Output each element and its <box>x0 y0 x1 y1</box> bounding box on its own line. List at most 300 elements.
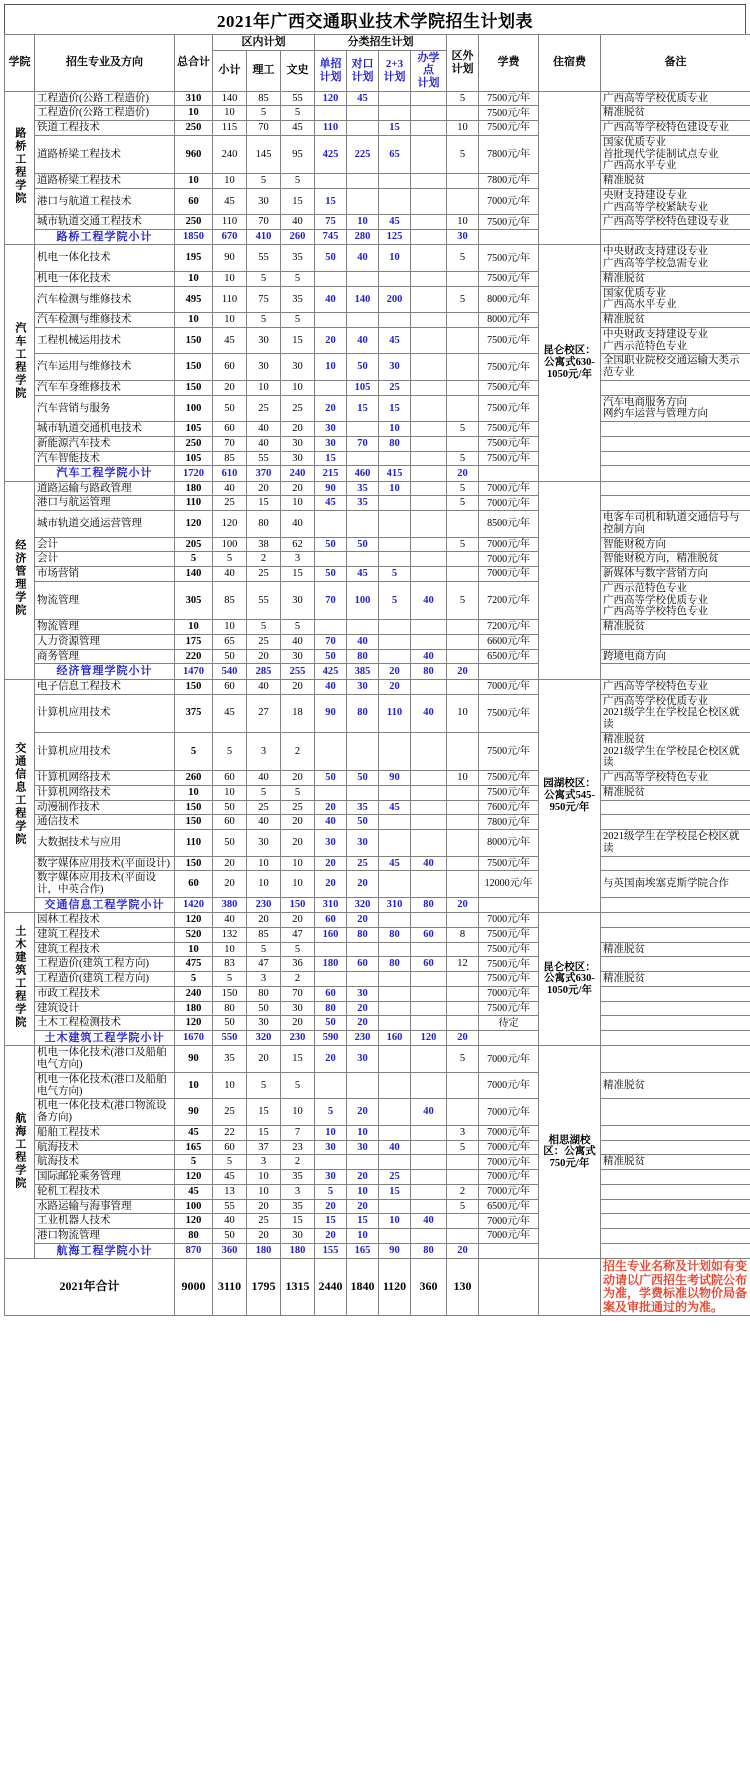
text-line: 45 <box>357 92 368 104</box>
outside-plan <box>447 785 479 800</box>
major-name <box>35 942 175 957</box>
th-arts: 文史 <box>281 50 315 91</box>
tuition-fee <box>479 634 539 649</box>
text-line: 5 <box>260 272 267 284</box>
text-line: 25 <box>258 1215 269 1227</box>
major-name <box>35 188 175 215</box>
outside-plan <box>447 91 479 106</box>
region-subtotal <box>213 496 247 511</box>
counterpart-plan <box>347 1214 379 1229</box>
text-line: 10 <box>188 621 199 633</box>
text-line: 520 <box>185 928 202 940</box>
total-count <box>175 380 213 395</box>
school-point-plan <box>411 1140 447 1155</box>
text-line: 260 <box>289 231 306 243</box>
single-plan <box>315 986 347 1001</box>
arts-count <box>281 1229 315 1244</box>
remark-text <box>601 913 750 928</box>
arts-count <box>281 436 315 451</box>
text-line: 30 <box>325 423 336 435</box>
tuition-fee <box>479 815 539 830</box>
table-row <box>5 634 750 649</box>
outside-plan <box>447 313 479 328</box>
text-line: 20 <box>457 665 468 677</box>
text-line: 航海技术 <box>37 1156 79 1168</box>
counterpart-plan <box>347 800 379 815</box>
text-line: 45 <box>224 707 235 719</box>
text-line: 40 <box>357 635 368 647</box>
major-name <box>35 135 175 173</box>
text-line: 45 <box>389 216 400 228</box>
counterpart-plan <box>347 634 379 649</box>
text-line: 10 <box>292 857 303 869</box>
table-row <box>5 537 750 552</box>
text-line: 会计 <box>37 538 58 550</box>
text-line: 10 <box>188 786 199 798</box>
subtotal-remark <box>601 230 750 245</box>
total-count <box>175 135 213 173</box>
outside-plan <box>447 620 479 635</box>
remark-text <box>601 942 750 957</box>
text-line: 人力资源管理 <box>37 635 100 647</box>
region-subtotal <box>213 815 247 830</box>
text-line: 45 <box>224 334 235 346</box>
tuition-fee <box>479 581 539 619</box>
counterpart-plan <box>347 188 379 215</box>
counterpart-plan <box>347 174 379 189</box>
text-line: 50 <box>224 836 235 848</box>
text-line: 精准脱贫 <box>603 314 646 326</box>
counterpart-plan <box>347 91 379 106</box>
region-subtotal <box>213 957 247 972</box>
subtotal-counterpart <box>347 1031 379 1046</box>
region-subtotal <box>213 1016 247 1031</box>
text-line: 5 <box>391 568 398 580</box>
text-line: 60 <box>188 195 199 207</box>
subtotal-counterpart <box>347 897 379 912</box>
science-count <box>247 800 281 815</box>
text-line: 7500元/年 <box>487 943 530 955</box>
text-line: 105 <box>185 423 202 435</box>
text-line: 50 <box>325 252 336 264</box>
major-name <box>35 800 175 815</box>
text-line: 30 <box>258 836 269 848</box>
text-line: 广西高等学校特色专业 <box>603 606 709 618</box>
text-line: 230 <box>289 1032 306 1044</box>
text-line: 待定 <box>498 1017 519 1029</box>
region-subtotal <box>213 972 247 987</box>
tuition-fee <box>479 496 539 511</box>
arts-count <box>281 451 315 466</box>
text-line: 30 <box>357 836 368 848</box>
table-row <box>5 451 750 466</box>
text-line: 40 <box>423 1106 434 1118</box>
remark-text <box>601 511 750 538</box>
single-plan <box>315 422 347 437</box>
subtotal-label <box>35 664 175 679</box>
region-subtotal <box>213 1229 247 1244</box>
major-name <box>35 271 175 286</box>
text-line: 2 <box>260 553 267 565</box>
text-line: 45 <box>224 195 235 207</box>
arts-count <box>281 1046 315 1073</box>
single-plan <box>315 245 347 272</box>
counterpart-plan <box>347 957 379 972</box>
school-point-plan <box>411 800 447 815</box>
outside-plan <box>447 496 479 511</box>
table-row <box>5 135 750 173</box>
text-line: 45 <box>389 857 400 869</box>
text-line: 27 <box>258 707 269 719</box>
counterpart-plan <box>347 481 379 496</box>
text-line: 80 <box>258 987 269 999</box>
text-line: 60 <box>224 423 235 435</box>
counterpart-plan <box>347 927 379 942</box>
text-line: 20 <box>357 1002 368 1014</box>
school-point-plan <box>411 1046 447 1073</box>
text-line: 5 <box>294 1079 301 1091</box>
two-plus-three-plan <box>379 215 411 230</box>
school-point-plan <box>411 634 447 649</box>
table-row <box>5 815 750 830</box>
outside-plan <box>447 422 479 437</box>
text-line: 3 <box>294 553 301 565</box>
counterpart-plan <box>347 1199 379 1214</box>
counterpart-plan <box>347 1155 379 1170</box>
total-count <box>175 800 213 815</box>
text-line: 7500元/年 <box>487 452 530 464</box>
text-line: 5 <box>459 1053 466 1065</box>
arts-count <box>281 785 315 800</box>
college-name: 经济管理学院 <box>13 539 26 618</box>
single-plan <box>315 313 347 328</box>
text-line: 工业机器人技术 <box>37 1215 111 1227</box>
single-plan <box>315 121 347 136</box>
text-line: 精准脱贫 <box>603 943 646 955</box>
text-line: 60 <box>325 914 336 926</box>
subtotal-region <box>213 897 247 912</box>
text-line: 7000元/年 <box>487 914 530 926</box>
text-line: 45 <box>325 497 336 509</box>
science-count <box>247 245 281 272</box>
remark-text <box>601 422 750 437</box>
text-line: 港口与航运管理 <box>37 497 111 509</box>
tuition-fee <box>479 1125 539 1140</box>
counterpart-plan <box>347 496 379 511</box>
th-counterpart-line1: 对口 <box>351 57 374 70</box>
major-name <box>35 634 175 649</box>
text-line: 50 <box>357 772 368 783</box>
text-line: 广西高等学校特色建设专业 <box>603 122 730 134</box>
text-line: 7500元/年 <box>487 335 530 347</box>
subtotal-region <box>213 466 247 481</box>
text-line: 20 <box>457 1032 468 1044</box>
tuition-fee <box>479 1155 539 1170</box>
table-row <box>5 957 750 972</box>
two-plus-three-plan <box>379 620 411 635</box>
outside-plan <box>447 815 479 830</box>
text-line: 55 <box>258 452 269 464</box>
text-line: 商务管理 <box>37 650 79 662</box>
text-line: 工程造价(建筑工程方向) <box>37 973 149 985</box>
science-count <box>247 380 281 395</box>
text-line: 8 <box>459 928 466 940</box>
text-line: 7500元/年 <box>487 958 530 970</box>
text-line: 30 <box>292 1002 303 1014</box>
text-line: 机电一体化技术(港口及船舶电气方向) <box>37 1047 167 1071</box>
text-line: 50 <box>325 650 336 662</box>
text-line: 30 <box>292 1230 303 1242</box>
region-subtotal <box>213 327 247 354</box>
text-line: 240 <box>185 987 202 999</box>
text-line: 130 <box>453 1279 472 1294</box>
text-line: 205 <box>185 538 202 550</box>
text-line: 国家优质专业 <box>603 287 667 299</box>
arts-count <box>281 537 315 552</box>
grand-total-outside <box>447 1259 479 1316</box>
tuition-fee <box>479 1199 539 1214</box>
region-subtotal <box>213 436 247 451</box>
text-line: 5 <box>459 423 466 435</box>
text-line: 1720 <box>183 467 204 479</box>
text-line: 80 <box>423 1245 434 1257</box>
arts-count <box>281 481 315 496</box>
text-line: 计算机应用技术 <box>37 707 111 719</box>
region-subtotal <box>213 245 247 272</box>
text-line: 40 <box>224 914 235 926</box>
school-point-plan <box>411 581 447 619</box>
text-line: 轮机工程技术 <box>37 1185 100 1197</box>
region-subtotal <box>213 1001 247 1016</box>
text-line: 5 <box>294 314 301 326</box>
text-line: 110 <box>185 836 202 848</box>
total-count <box>175 422 213 437</box>
text-line: 精准脱贫 <box>603 107 646 119</box>
counterpart-plan <box>347 1229 379 1244</box>
counterpart-plan <box>347 913 379 928</box>
major-name <box>35 871 175 898</box>
school-point-plan <box>411 1125 447 1140</box>
text-line: 20 <box>325 1053 336 1065</box>
text-line: 7000元/年 <box>487 1053 530 1065</box>
subtotal-outside <box>447 1243 479 1258</box>
region-subtotal <box>213 1155 247 1170</box>
text-line: 37 <box>258 1141 269 1153</box>
school-point-plan <box>411 856 447 871</box>
text-line: 5 <box>226 553 233 565</box>
counterpart-plan <box>347 1140 379 1155</box>
text-line: 7000元/年 <box>487 1106 530 1118</box>
two-plus-three-plan <box>379 771 411 786</box>
major-name <box>35 496 175 511</box>
arts-count <box>281 567 315 582</box>
text-line: 80 <box>423 899 434 911</box>
region-subtotal <box>213 121 247 136</box>
tuition-fee <box>479 135 539 173</box>
text-line: 20 <box>357 1200 368 1212</box>
arts-count <box>281 1001 315 1016</box>
arts-count <box>281 649 315 664</box>
text-line: 7200元/年 <box>487 621 530 633</box>
counterpart-plan <box>347 986 379 1001</box>
arts-count <box>281 942 315 957</box>
remark-text <box>601 927 750 942</box>
school-point-plan <box>411 537 447 552</box>
outside-plan <box>447 856 479 871</box>
th-science: 理工 <box>247 50 281 91</box>
text-line: 140 <box>354 293 371 305</box>
total-count <box>175 1125 213 1140</box>
total-count <box>175 313 213 328</box>
arts-count <box>281 1099 315 1126</box>
two-plus-three-plan <box>379 942 411 957</box>
remark-text <box>601 1140 750 1155</box>
total-count <box>175 286 213 313</box>
tuition-fee <box>479 271 539 286</box>
counterpart-plan <box>347 313 379 328</box>
remark-text <box>601 188 750 215</box>
text-line: 20 <box>357 878 368 890</box>
science-count <box>247 567 281 582</box>
text-line: 土木工程检测技术 <box>37 1017 121 1029</box>
text-line: 道路桥梁工程技术 <box>37 175 121 187</box>
table-row <box>5 1229 750 1244</box>
text-line: 120 <box>221 518 238 530</box>
region-subtotal <box>213 354 247 381</box>
remark-text <box>601 567 750 582</box>
total-count <box>175 986 213 1001</box>
subtotal-tuition <box>479 466 539 481</box>
text-line: 20 <box>258 1053 269 1065</box>
total-count <box>175 856 213 871</box>
subtotal-region <box>213 664 247 679</box>
two-plus-three-plan <box>379 694 411 732</box>
text-line: 1840 <box>350 1279 375 1294</box>
text-line: 215 <box>322 467 339 479</box>
subtotal-school-point <box>411 1243 447 1258</box>
text-line: 7000元/年 <box>487 1186 530 1198</box>
text-line: 45 <box>188 1126 199 1138</box>
tuition-fee <box>479 481 539 496</box>
tuition-fee <box>479 732 539 770</box>
text-line: 10 <box>224 943 235 955</box>
text-line: 20 <box>292 772 303 783</box>
science-count <box>247 634 281 649</box>
table-row <box>5 286 750 313</box>
text-line: 35 <box>292 252 303 264</box>
major-name <box>35 1099 175 1126</box>
remark-text <box>601 395 750 422</box>
counterpart-plan <box>347 215 379 230</box>
text-line: 115 <box>221 122 238 134</box>
subtotal-row <box>5 466 750 481</box>
arts-count <box>281 380 315 395</box>
text-line: 180 <box>289 1245 306 1257</box>
text-line: 10 <box>325 361 336 373</box>
outside-plan <box>447 1140 479 1155</box>
outside-plan <box>447 913 479 928</box>
text-line: 广西高等学校特色专业 <box>603 772 709 783</box>
text-line: 20 <box>224 878 235 890</box>
text-line: 5 <box>260 107 267 119</box>
remark-text <box>601 620 750 635</box>
text-line: 55 <box>224 1200 235 1212</box>
text-line: 5 <box>226 1156 233 1168</box>
text-line: 110 <box>322 122 339 134</box>
outside-plan <box>447 830 479 857</box>
single-plan <box>315 91 347 106</box>
region-subtotal <box>213 732 247 770</box>
text-line: 550 <box>221 1032 238 1044</box>
outside-plan <box>447 732 479 770</box>
text-line: 120 <box>185 518 202 530</box>
text-line: 建筑设计 <box>37 1002 79 1014</box>
text-line: 220 <box>185 650 202 662</box>
school-point-plan <box>411 286 447 313</box>
text-line: 125 <box>386 231 403 243</box>
region-subtotal <box>213 106 247 121</box>
region-subtotal <box>213 552 247 567</box>
subtotal-science <box>247 897 281 912</box>
text-line: 1420 <box>183 899 204 911</box>
science-count <box>247 694 281 732</box>
total-count <box>175 567 213 582</box>
single-plan <box>315 581 347 619</box>
region-subtotal <box>213 1170 247 1185</box>
text-line: 公寓式630- <box>544 973 595 985</box>
text-line: 90 <box>389 1245 400 1257</box>
text-line: 5 <box>459 452 466 464</box>
text-line: 10 <box>258 878 269 890</box>
text-line: 110 <box>221 293 238 305</box>
dorm-fee <box>539 679 601 912</box>
text-line: 40 <box>325 816 336 828</box>
outside-plan <box>447 1229 479 1244</box>
dorm-fee <box>539 913 601 1046</box>
science-count <box>247 286 281 313</box>
text-line: 1050元/年 <box>547 368 592 380</box>
region-subtotal <box>213 1184 247 1199</box>
major-name <box>35 313 175 328</box>
text-line: 10 <box>292 381 303 393</box>
subtotal-single <box>315 1031 347 1046</box>
school-point-plan <box>411 1155 447 1170</box>
region-subtotal <box>213 771 247 786</box>
two-plus-three-plan <box>379 552 411 567</box>
school-point-plan <box>411 927 447 942</box>
text-line: 60 <box>224 816 235 828</box>
major-name <box>35 286 175 313</box>
subtotal-row <box>5 897 750 912</box>
tuition-fee <box>479 451 539 466</box>
text-line: 100 <box>185 402 202 414</box>
text-line: 90 <box>389 772 400 783</box>
text-line: 35 <box>357 497 368 509</box>
two-plus-three-plan <box>379 395 411 422</box>
subtotal-label <box>35 1031 175 1046</box>
outside-plan <box>447 481 479 496</box>
th-sp-line2: 计划 <box>417 76 440 89</box>
major-name <box>35 1199 175 1214</box>
th-counterpart-line2: 计划 <box>351 70 374 83</box>
counterpart-plan <box>347 679 379 694</box>
text-line: 中央财政支持建设专业 <box>603 246 709 258</box>
major-name <box>35 957 175 972</box>
text-line: 3 <box>260 973 267 985</box>
th-two-plus-three-plan <box>379 50 411 91</box>
college-name-cell <box>5 913 35 1046</box>
total-count <box>175 496 213 511</box>
